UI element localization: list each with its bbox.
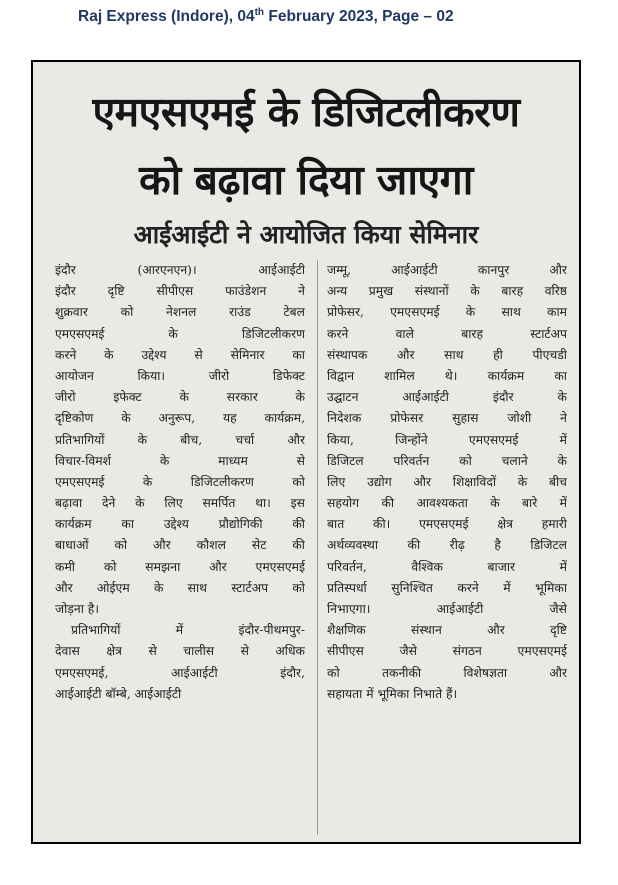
article-line: शैक्षणिक संस्थान और दृष्टि (327, 623, 567, 638)
subheadline: आईआईटी ने आयोजित किया सेमिनार (133, 220, 479, 249)
article-line: जीरो इफेक्ट के सरकार के (55, 390, 305, 405)
article-line: सीपीएस जैसे संगठन एमएसएमई (327, 644, 567, 659)
article-line: निदेशक प्रोफेसर सुहास जोशी ने (327, 411, 567, 426)
article-line: अर्थव्यवस्था की रीढ़ है डिजिटल (327, 538, 567, 553)
article-line: विचार-विमर्श के माध्यम से (55, 453, 305, 468)
article-line: लिए उद्योग और शिक्षाविदों के बीच (327, 474, 567, 489)
article-line: कमी को समझना और एमएसएमई (55, 559, 305, 574)
article-line: बात की। एमएसएमई क्षेत्र हमारी (327, 517, 567, 532)
newspaper-clipping (31, 60, 581, 844)
headline-line-2: को बढ़ावा दिया जाएगा (139, 156, 473, 204)
article-line: बाधाओं को और कौशल सेट की (55, 538, 305, 553)
article-line: और ओईएम के साथ स्टार्टअप को (55, 580, 305, 595)
article-line: एमएसएमई के डिजिटलीकरण को (55, 474, 305, 489)
column-divider (317, 260, 318, 835)
article-line: जोड़ना है। (55, 602, 99, 616)
article-line: संस्थापक और साथ ही पीएचडी (327, 347, 567, 362)
article-line: अन्य प्रमुख संस्थानों के बारह वरिष्ठ (327, 284, 567, 299)
article-line: विद्वान शामिल थे। कार्यक्रम का (327, 368, 567, 383)
caption-suffix: February 2023, Page – 02 (264, 8, 454, 26)
article-line: आयोजन किया। जीरो डिफेक्ट (55, 368, 305, 383)
article-line: देवास क्षेत्र से चालीस से अधिक (55, 644, 305, 659)
article-line: किया, जिन्होंने एमएसएमई में (327, 432, 567, 447)
article-line: प्रतिभागियों में इंदौर-पीथमपुर- (71, 623, 305, 638)
article-line: निभाएगा। आईआईटी जैसे (327, 602, 567, 616)
source-caption (78, 7, 454, 26)
article-line: परिवर्तन, वैश्विक बाजार में (327, 559, 567, 574)
article-line: दृष्टिकोण के अनुरूप, यह कार्यक्रम, (55, 411, 305, 426)
article-column-2 (327, 260, 567, 705)
article-line: सहयोग की आवश्यकता के बारे में (327, 496, 567, 511)
article-line: कार्यक्रम का उद्देश्य प्रौद्योगिकी की (55, 517, 305, 532)
article-line: एमएसएमई के डिजिटलीकरण (55, 326, 305, 341)
article-line: करने वाले बारह स्टार्टअप (327, 326, 567, 341)
article-line: प्रतिस्पर्धा सुनिश्चित करने में भूमिका (327, 580, 567, 595)
article-line: इंदौर दृष्टि सीपीएस फाउंडेशन ने (55, 284, 305, 299)
article-line: प्रतिभागियों के बीच, चर्चा और (55, 432, 305, 447)
article-line: बढ़ावा देने के लिए समर्पित था। इस (55, 496, 305, 511)
caption-prefix: Raj Express (Indore), 04 (78, 8, 255, 26)
article-line: करने के उद्देश्य से सेमिनार का (55, 347, 305, 362)
article-line: इंदौर (आरएनएन)। आईआईटी (55, 263, 305, 277)
article-line: जम्मू, आईआईटी कानपुर और (327, 263, 567, 277)
article-line: प्रोफेसर, एमएसएमई के साथ काम (327, 305, 567, 320)
headline-line-1: एमएसएमई के डिजिटलीकरण (92, 88, 520, 136)
article-line: उद्घाटन आईआईटी इंदौर के (327, 390, 567, 405)
article-line: को तकनीकी विशेषज्ञता और (327, 665, 567, 680)
article-line: डिजिटल परिवर्तन को चलाने के (327, 453, 567, 468)
article-line: आईआईटी बॉम्बे, आईआईटी (55, 686, 182, 701)
article-line: सहायता में भूमिका निभाते हैं। (327, 686, 458, 701)
article-line: एमएसएमई, आईआईटी इंदौर, (55, 665, 305, 680)
article-line: शुक्रवार को नेशनल राउंड टेबल (55, 305, 305, 320)
caption-superscript: th (254, 7, 265, 18)
article-column-1 (55, 260, 305, 705)
